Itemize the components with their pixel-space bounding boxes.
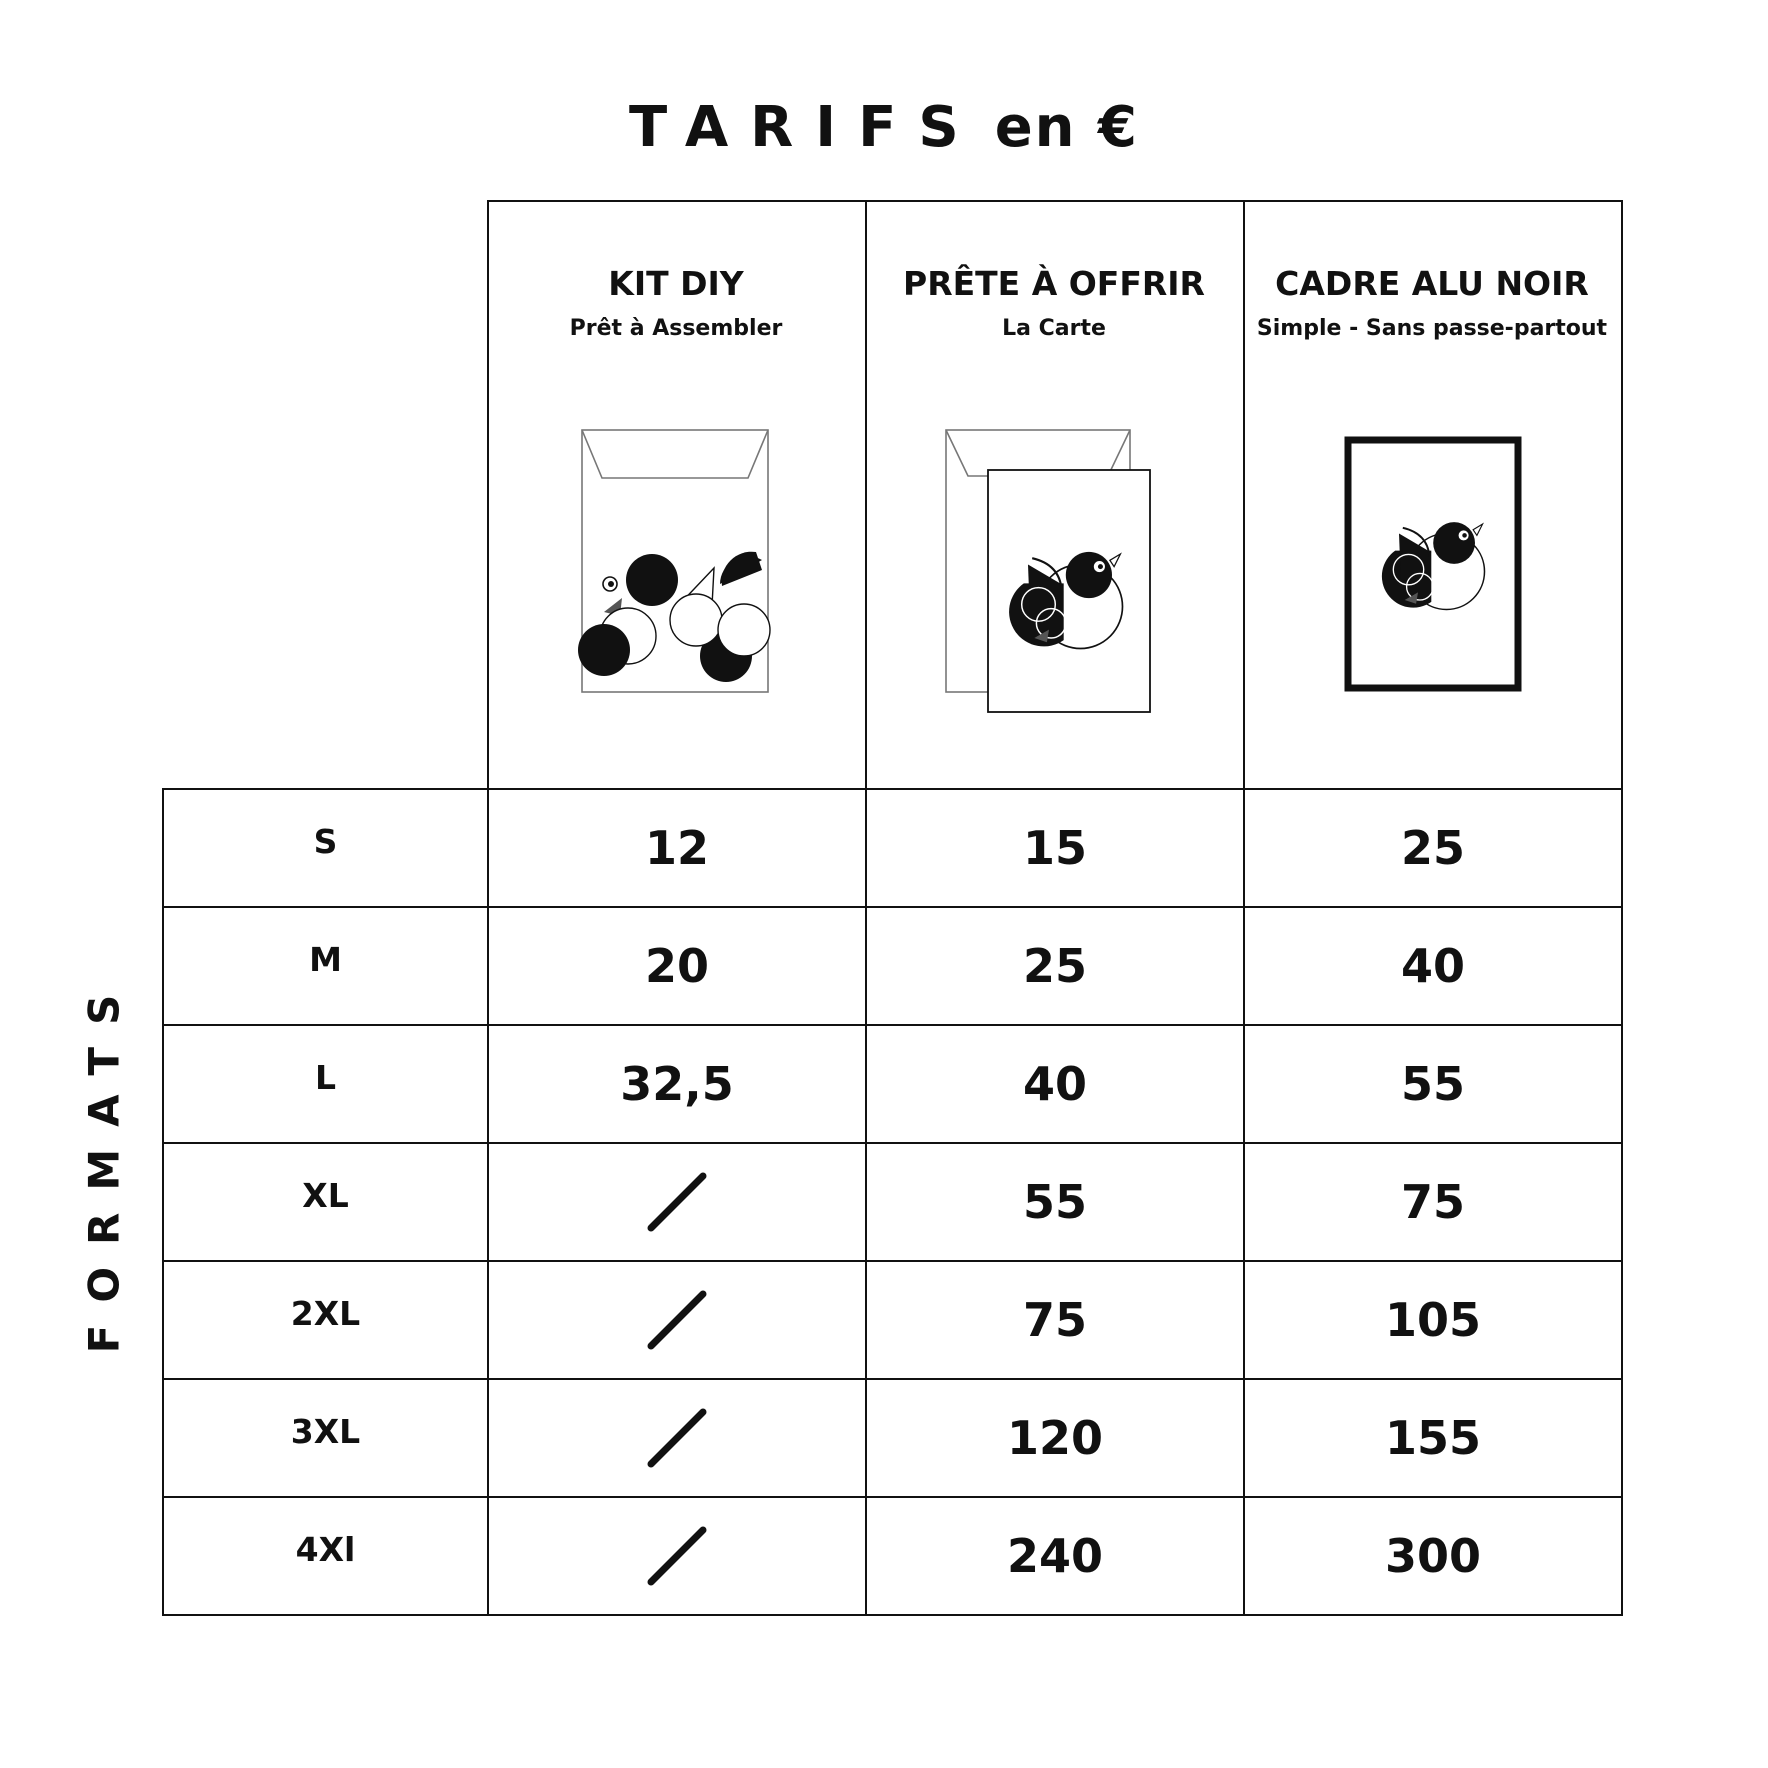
title-suffix: en €	[994, 95, 1140, 160]
price-value: 32,5	[620, 1057, 734, 1111]
price-value: 40	[1022, 1057, 1087, 1111]
format-label: 3XL	[290, 1411, 361, 1451]
column-subtitle: Simple - Sans passe-partout	[1256, 316, 1608, 341]
column-title: CADRE ALU NOIR	[1275, 264, 1589, 303]
unavailable-cell	[489, 1144, 865, 1260]
column-title: KIT DIY	[608, 264, 744, 303]
slash-icon	[645, 1524, 709, 1588]
price-value: 300	[1384, 1529, 1482, 1583]
price-value: 155	[1384, 1411, 1482, 1465]
price-value: 75	[1022, 1293, 1087, 1347]
price-value: 15	[1022, 821, 1087, 875]
format-label: L	[314, 1057, 337, 1097]
price-value: 105	[1384, 1293, 1482, 1347]
price-value: 120	[1006, 1411, 1104, 1465]
slash-icon	[645, 1170, 709, 1234]
price-value: 40	[1400, 939, 1465, 993]
price-value: 55	[1022, 1175, 1087, 1229]
column-subtitle: Prêt à Assembler	[569, 316, 783, 341]
column-header	[864, 200, 1244, 790]
format-label: 4Xl	[295, 1529, 356, 1569]
price-value: 20	[644, 939, 709, 993]
formats-label-text: FORMATS	[79, 972, 129, 1354]
format-label: M	[309, 939, 342, 979]
price-value: 75	[1400, 1175, 1465, 1229]
slash-icon	[645, 1406, 709, 1470]
price-value: 25	[1022, 939, 1087, 993]
price-value: 12	[644, 821, 709, 875]
column-header	[486, 200, 866, 790]
column-subtitle: La Carte	[1002, 316, 1106, 341]
price-value: 240	[1006, 1529, 1104, 1583]
column-header	[1242, 200, 1622, 790]
price-value: 55	[1400, 1057, 1465, 1111]
unavailable-cell	[489, 1498, 865, 1614]
slash-icon	[645, 1288, 709, 1352]
format-label: XL	[302, 1175, 349, 1215]
title-main: TARIFS	[628, 95, 981, 160]
black-frame-icon	[1242, 420, 1622, 720]
row-divider	[162, 1614, 1623, 1616]
format-label: 2XL	[290, 1293, 361, 1333]
greeting-card-icon	[864, 420, 1244, 720]
diy-kit-envelope-icon	[486, 420, 866, 720]
column-title: PRÊTE À OFFRIR	[903, 264, 1205, 303]
unavailable-cell	[489, 1262, 865, 1378]
unavailable-cell	[489, 1380, 865, 1496]
price-value: 25	[1400, 821, 1465, 875]
format-label: S	[313, 821, 338, 861]
page-title	[0, 88, 1768, 168]
